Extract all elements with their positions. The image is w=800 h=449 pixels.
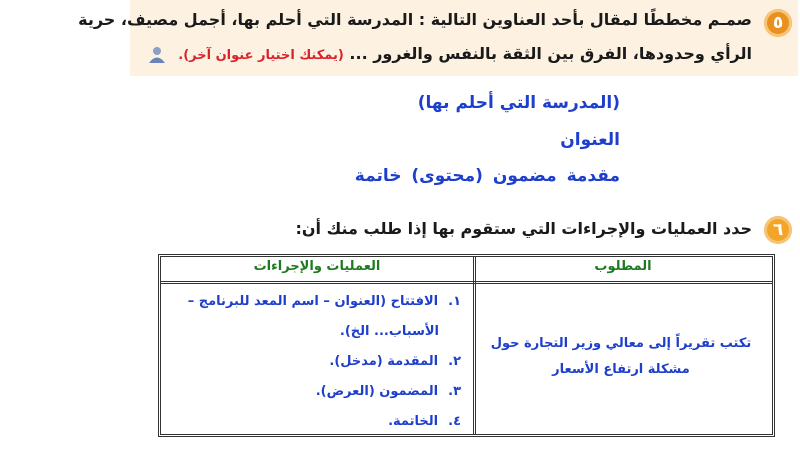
answer-5-title: (المدرسة التي أحلم بها) <box>417 93 620 113</box>
list-item: الأسباب... الخ). <box>339 324 439 339</box>
required-line-1: تكتب تقريراً إلى معالي وزير التجارة حول <box>490 336 752 351</box>
question-5-line-2-text: الرأي وحدودها، الفرق بين الثقة بالنفس والغرور ... <box>349 44 752 63</box>
question-6-number-badge: ٦ <box>764 216 792 244</box>
operations-list <box>161 287 467 437</box>
table-header-operations: العمليات والإجراءات <box>253 259 381 274</box>
list-item: ٣.المضمون (العرض). <box>315 384 461 399</box>
question-5-number-badge: ٥ <box>764 9 792 37</box>
person-icon <box>147 46 167 64</box>
question-5-hint: (يمكنك اختيار عنوان آخر). <box>178 48 344 63</box>
answer-5-structure: مقدمة مضمون (محتوى) خاتمة <box>354 166 620 186</box>
list-item: ٤.الخاتمة. <box>388 414 461 429</box>
table-header-required: المطلوب <box>594 259 652 274</box>
answer-5-heading: العنوان <box>560 130 620 150</box>
operations-table <box>158 254 775 437</box>
question-5-line-2 <box>147 44 752 64</box>
required-line-2: مشكلة ارتفاع الأسعار <box>552 362 690 377</box>
question-6-text: حدد العمليات والإجراءات التي ستقوم بها إذا طلب منك أن: <box>295 219 752 238</box>
list-item: ١.الافتتاح (العنوان – اسم المعد للبرنامج – <box>187 294 461 309</box>
question-5-line-1: صمـم مخططًا لمقال بأحد العناوين التالية : المدرسة التي أحلم بها، أجمل مصيف، حرية <box>78 10 752 29</box>
table-header-divider <box>161 281 772 284</box>
table-cell-required <box>478 331 764 383</box>
list-item: ٢.المقدمة (مدخل). <box>329 354 461 369</box>
